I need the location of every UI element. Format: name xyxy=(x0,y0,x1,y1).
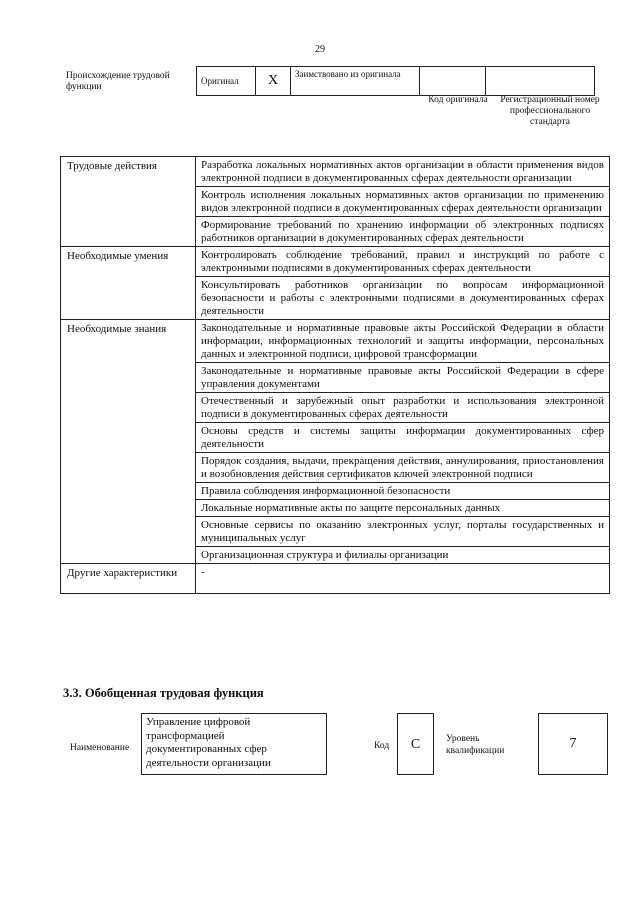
qualification-level-value: 7 xyxy=(538,713,608,775)
table-row xyxy=(61,217,610,247)
table-row xyxy=(61,453,610,483)
name-label: Наименование xyxy=(70,743,130,753)
page-number: 29 xyxy=(315,44,325,55)
table-row xyxy=(61,277,610,320)
row-value: Основные сервисы по оказанию электронных услуг, порталы государственных и муниципальных услуг xyxy=(196,517,610,547)
row-header xyxy=(61,363,196,393)
row-value: Локальные нормативные акты по защите персональных данных xyxy=(196,500,610,517)
code-original-cell xyxy=(420,67,486,96)
registration-number-label: Регистрационный номер профессионального стандарта xyxy=(500,95,600,127)
origin-label: Происхождение трудовой функции xyxy=(66,71,170,92)
row-header xyxy=(61,517,196,547)
borrowed-label: Заимствовано из оригинала xyxy=(291,67,420,96)
code-label: Код xyxy=(374,741,390,751)
table-row xyxy=(61,500,610,517)
row-value: Разработка локальных нормативных актов организации в области применения видов электронной подписи в документированных сферах деятельности организации xyxy=(196,157,610,187)
table-row xyxy=(61,187,610,217)
row-header xyxy=(61,483,196,500)
table-row xyxy=(61,320,610,363)
row-header: Другие характеристики xyxy=(61,564,196,594)
table-row xyxy=(61,247,610,277)
registration-number-cell xyxy=(486,67,595,96)
row-value: Контроль исполнения локальных нормативных актов организации по применению видов электронной подписи в документированных сферах деятельности организации xyxy=(196,187,610,217)
table-row xyxy=(61,547,610,564)
row-header xyxy=(61,500,196,517)
row-header xyxy=(61,547,196,564)
section-title: 3.3. Обобщенная трудовая функция xyxy=(63,686,264,700)
row-value: Отечественный и зарубежный опыт разработки и использования электронной подписи в документированных сферах деятельности xyxy=(196,393,610,423)
row-header: Необходимые знания xyxy=(61,320,196,363)
row-header xyxy=(61,423,196,453)
row-header xyxy=(61,217,196,247)
origin-table xyxy=(196,66,595,96)
row-value: Законодательные и нормативные правовые акты Российской Федерации в сфере управления документами xyxy=(196,363,610,393)
qualification-level-label: Уровень квалификации xyxy=(446,734,505,756)
row-value: Организационная структура и филиалы организации xyxy=(196,547,610,564)
table-row xyxy=(61,483,610,500)
row-value: Правила соблюдения информационной безопасности xyxy=(196,483,610,500)
original-mark: X xyxy=(256,67,291,96)
row-header: Необходимые умения xyxy=(61,247,196,277)
table-row xyxy=(61,517,610,547)
row-value: Контролировать соблюдение требований, правил и инструкций по работе с электронными подписями в документированных сферах деятельности xyxy=(196,247,610,277)
original-label: Оригинал xyxy=(197,67,256,96)
table-row xyxy=(61,423,610,453)
row-value: Консультировать работников организации по вопросам информационной безопасности и работы с электронными подписями в документированных сферах деятельности xyxy=(196,277,610,320)
code-value: C xyxy=(397,713,434,775)
row-header: Трудовые действия xyxy=(61,157,196,187)
row-value: Законодательные и нормативные правовые акты Российской Федерации в области информации, информационных технологий и защиты информации, персональных данных и электронной подписи, цифровой трансформации xyxy=(196,320,610,363)
table-row xyxy=(61,564,610,594)
code-original-label: Код оригинала xyxy=(428,95,488,105)
table-row xyxy=(61,393,610,423)
row-header xyxy=(61,277,196,320)
row-header xyxy=(61,187,196,217)
row-value: - xyxy=(196,564,610,594)
name-value: Управление цифровой трансформацией документированных сфер деятельности организации xyxy=(141,713,327,775)
table-row xyxy=(61,363,610,393)
row-value: Основы средств и системы защиты информации документированных сфер деятельности xyxy=(196,423,610,453)
table-row xyxy=(61,157,610,187)
row-header xyxy=(61,453,196,483)
labour-function-table xyxy=(60,156,610,594)
row-value: Формирование требований по хранению информации об электронных подписях работников организации в документированных сферах деятельности xyxy=(196,217,610,247)
row-header xyxy=(61,393,196,423)
row-value: Порядок создания, выдачи, прекращения действия, аннулирования, приостановления и возобновления действия сертификатов ключей электронной подписи xyxy=(196,453,610,483)
